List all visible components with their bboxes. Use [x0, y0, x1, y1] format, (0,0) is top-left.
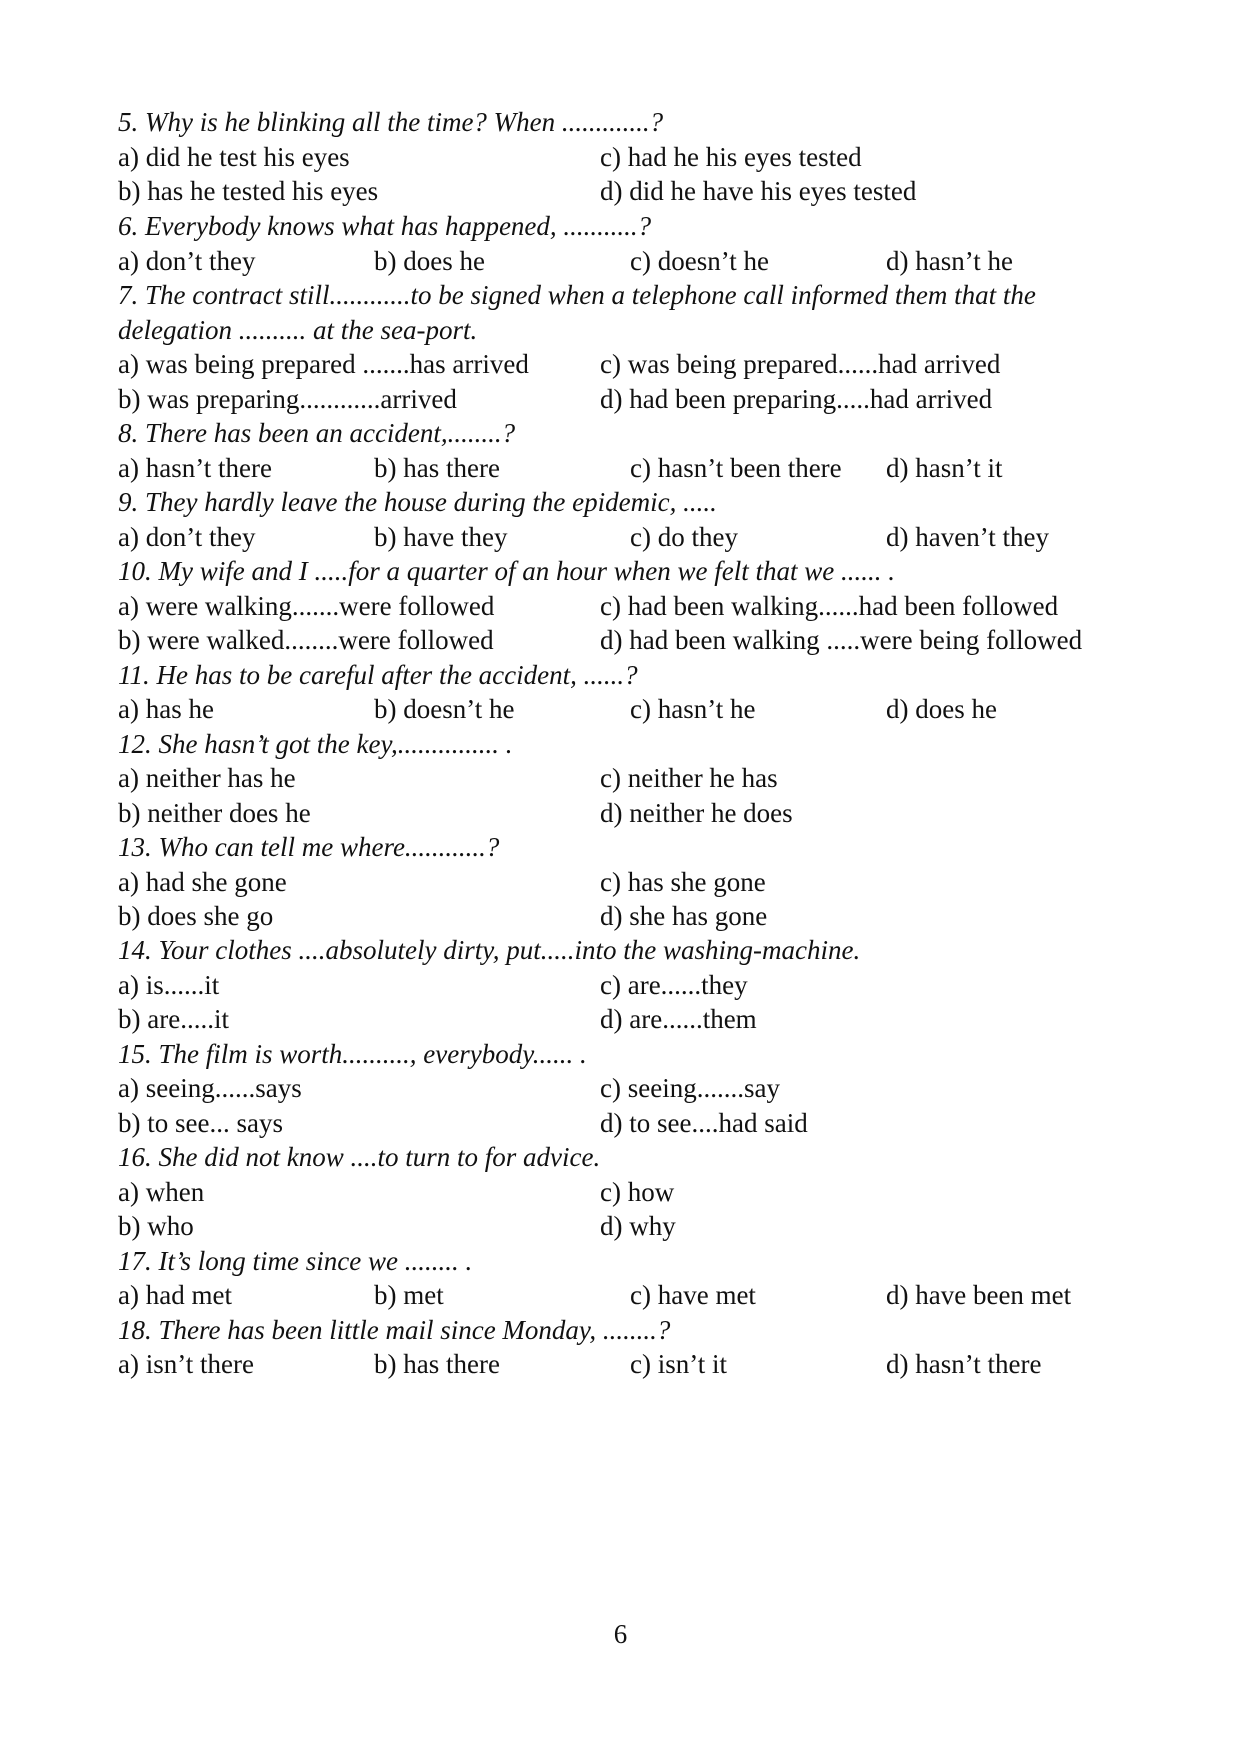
question-11: 11. He has to be careful after the accident, ......? [118, 660, 638, 690]
options-row [118, 345, 1168, 383]
page-number: 6 [613, 1619, 628, 1649]
option-a: a) did he test his eyes [118, 142, 350, 172]
question-18: 18. There has been little mail since Monday, ........? [118, 1315, 671, 1345]
question-14: 14. Your clothes ....absolutely dirty, put.....into the washing-machine. [118, 935, 861, 965]
option-c: c) seeing.......say [600, 1073, 780, 1103]
option-d: d) why [600, 1211, 676, 1241]
option-c: c) do they [630, 522, 738, 552]
option-d: d) hasn’t he [886, 246, 1013, 276]
option-b: b) has he tested his eyes [118, 176, 379, 206]
option-a: a) don’t they [118, 246, 256, 276]
options-row [118, 449, 1168, 487]
option-a: a) had she gone [118, 867, 287, 897]
option-c: c) has she gone [600, 867, 766, 897]
option-b: b) does he [374, 246, 485, 276]
option-c: c) had been walking......had been followed [600, 591, 1059, 621]
option-d: d) she has gone [600, 901, 768, 931]
options-row [118, 1207, 1168, 1245]
option-c: c) how [600, 1177, 675, 1207]
option-b: b) doesn’t he [374, 694, 515, 724]
option-b: b) has there [374, 453, 500, 483]
option-c: c) neither he has [600, 763, 778, 793]
option-c: c) are......they [600, 970, 748, 1000]
option-a: a) has he [118, 694, 214, 724]
option-d: d) did he have his eyes tested [600, 176, 917, 206]
option-b: b) are.....it [118, 1004, 229, 1034]
question-7: 7. The contract still............to be signed when a telephone call informed them that the [118, 280, 1036, 310]
option-b: b) neither does he [118, 798, 311, 828]
question-9: 9. They hardly leave the house during the epidemic, ..... [118, 487, 717, 517]
option-a: a) hasn’t there [118, 453, 272, 483]
option-b: b) met [374, 1280, 444, 1310]
option-a: a) isn’t there [118, 1349, 254, 1379]
option-b: b) does she go [118, 901, 274, 931]
option-a: a) was being prepared .......has arrived [118, 349, 529, 379]
option-a: a) when [118, 1177, 205, 1207]
option-a: a) neither has he [118, 763, 296, 793]
options-row [118, 518, 1168, 556]
option-d: d) had been walking .....were being followed [600, 625, 1083, 655]
option-c: c) had he his eyes tested [600, 142, 862, 172]
option-d: d) to see....had said [600, 1108, 808, 1138]
option-b: b) were walked........were followed [118, 625, 494, 655]
options-row [118, 897, 1168, 935]
question-12: 12. She hasn’t got the key,............... . [118, 729, 513, 759]
question-17: 17. It’s long time since we ........ . [118, 1246, 473, 1276]
question-16: 16. She did not know ....to turn to for advice. [118, 1142, 601, 1172]
option-c: c) isn’t it [630, 1349, 727, 1379]
option-b: b) who [118, 1211, 194, 1241]
option-c: c) hasn’t been there [630, 453, 842, 483]
options-row [118, 1276, 1168, 1314]
options-row [118, 1104, 1168, 1142]
option-d: d) hasn’t it [886, 453, 1003, 483]
option-d: d) haven’t they [886, 522, 1049, 552]
question-10: 10. My wife and I .....for a quarter of an hour when we felt that we ...... . [118, 556, 895, 586]
option-d: d) had been preparing.....had arrived [600, 384, 993, 414]
question-13: 13. Who can tell me where............? [118, 832, 500, 862]
options-row [118, 1173, 1168, 1211]
options-row [118, 172, 1168, 210]
options-row [118, 759, 1168, 797]
option-a: a) is......it [118, 970, 220, 1000]
option-c: c) hasn’t he [630, 694, 756, 724]
option-d: d) does he [886, 694, 997, 724]
question-5: 5. Why is he blinking all the time? When .............? [118, 107, 664, 137]
option-d: d) hasn’t there [886, 1349, 1042, 1379]
option-a: a) had met [118, 1280, 232, 1310]
options-row [118, 1069, 1168, 1107]
option-b: b) has there [374, 1349, 500, 1379]
option-c: c) was being prepared......had arrived [600, 349, 1001, 379]
options-row [118, 380, 1168, 418]
options-row [118, 966, 1168, 1004]
options-row [118, 242, 1168, 280]
option-a: a) were walking.......were followed [118, 591, 495, 621]
option-b: b) to see... says [118, 1108, 283, 1138]
option-d: d) have been met [886, 1280, 1072, 1310]
option-c: c) doesn’t he [630, 246, 769, 276]
options-row [118, 690, 1168, 728]
option-a: a) don’t they [118, 522, 256, 552]
options-row [118, 138, 1168, 176]
question-7-continued: delegation .......... at the sea-port. [118, 315, 478, 345]
option-b: b) was preparing............arrived [118, 384, 457, 414]
option-b: b) have they [374, 522, 508, 552]
question-6: 6. Everybody knows what has happened, ...........? [118, 211, 652, 241]
option-a: a) seeing......says [118, 1073, 302, 1103]
options-row [118, 1000, 1168, 1038]
options-row [118, 621, 1168, 659]
option-c: c) have met [630, 1280, 756, 1310]
question-8: 8. There has been an accident,........? [118, 418, 516, 448]
options-row [118, 794, 1168, 832]
options-row [118, 587, 1168, 625]
option-d: d) neither he does [600, 798, 793, 828]
question-15: 15. The film is worth.........., everybody...... . [118, 1039, 587, 1069]
options-row [118, 1345, 1168, 1383]
option-d: d) are......them [600, 1004, 757, 1034]
options-row [118, 863, 1168, 901]
